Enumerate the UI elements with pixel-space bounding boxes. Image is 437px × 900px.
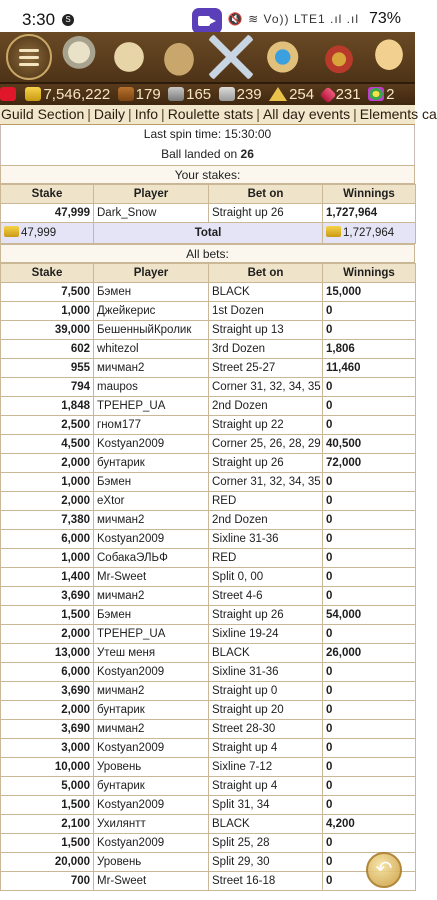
- last-spin-time: Last spin time: 15:30:00: [0, 125, 415, 145]
- bet-on: Corner 31, 32, 34, 35: [209, 378, 323, 397]
- bet-player: Kostyan2009: [94, 739, 209, 758]
- bet-stake: 20,000: [1, 853, 94, 872]
- gold-icon: [25, 87, 41, 101]
- bet-winnings: 0: [323, 720, 416, 739]
- table-row: [1, 511, 416, 530]
- status-time: 3:30: [22, 10, 56, 29]
- bet-player: мичман2: [94, 587, 209, 606]
- resource-stone: 165: [168, 84, 211, 106]
- col-player: Player: [94, 264, 209, 283]
- link-elements[interactable]: Elements ca: [359, 106, 437, 122]
- bet-winnings: 0: [323, 872, 416, 891]
- bet-winnings: 0: [323, 416, 416, 435]
- pyramid-icon: [269, 87, 287, 101]
- flower-icon: [368, 87, 384, 101]
- bet-player: бунтарик: [94, 454, 209, 473]
- bet-stake: 794: [1, 378, 94, 397]
- bet-player: мичман2: [94, 359, 209, 378]
- bet-winnings: 72,000: [323, 454, 416, 473]
- link-info[interactable]: Info: [134, 106, 159, 122]
- bet-stake: 10,000: [1, 758, 94, 777]
- col-stake: Stake: [1, 185, 94, 204]
- table-row: [1, 625, 416, 644]
- table-row: [1, 815, 416, 834]
- bet-winnings: 26,000: [323, 644, 416, 663]
- bet-winnings: 0: [323, 853, 416, 872]
- bet-on: 2nd Dozen: [209, 511, 323, 530]
- bet-stake: 2,100: [1, 815, 94, 834]
- merchant-icon[interactable]: [262, 34, 308, 80]
- bet-on: Split 29, 30: [209, 853, 323, 872]
- notification-icon: S: [62, 14, 74, 26]
- bet-player: eXtor: [94, 492, 209, 511]
- bet-stake: 1,500: [1, 834, 94, 853]
- bet-on: Corner 31, 32, 34, 35: [209, 473, 323, 492]
- bet-player: бунтарик: [94, 777, 209, 796]
- bet-on: 2nd Dozen: [209, 397, 323, 416]
- bet-winnings: 0: [323, 834, 416, 853]
- bet-on: Split 31, 34: [209, 796, 323, 815]
- bet-winnings: 54,000: [323, 606, 416, 625]
- col-winnings: Winnings: [323, 264, 416, 283]
- table-row: [1, 435, 416, 454]
- all-bets-table: [0, 263, 416, 891]
- table-row: [1, 416, 416, 435]
- table-row: [1, 568, 416, 587]
- bet-winnings: 0: [323, 682, 416, 701]
- bet-on: Street 4-6: [209, 587, 323, 606]
- link-all-day-events[interactable]: All day events: [262, 106, 351, 122]
- bet-stake: 1,000: [1, 302, 94, 321]
- table-row: [1, 587, 416, 606]
- all-bets-title: All bets:: [0, 244, 415, 263]
- bet-on: BLACK: [209, 815, 323, 834]
- heart-icon: [0, 87, 16, 101]
- col-winnings: Winnings: [323, 185, 416, 204]
- bet-stake: 955: [1, 359, 94, 378]
- col-bet-on: Bet on: [209, 264, 323, 283]
- table-row: [1, 701, 416, 720]
- bet-on: Straight up 0: [209, 682, 323, 701]
- bet-on: Sixline 31-36: [209, 663, 323, 682]
- bet-on: Straight up 20: [209, 701, 323, 720]
- col-stake: Stake: [1, 264, 94, 283]
- table-row: [1, 321, 416, 340]
- resource-iron: 239: [219, 84, 262, 106]
- bet-on: 1st Dozen: [209, 302, 323, 321]
- table-row: [1, 758, 416, 777]
- bet-winnings: 4,200: [323, 815, 416, 834]
- roulette-results: [0, 125, 415, 891]
- bet-player: мичман2: [94, 511, 209, 530]
- video-call-icon[interactable]: [192, 8, 222, 34]
- table-row: [1, 606, 416, 625]
- link-daily[interactable]: Daily: [93, 106, 126, 122]
- bet-winnings: 0: [323, 397, 416, 416]
- table-row: [1, 682, 416, 701]
- bet-winnings: 0: [323, 701, 416, 720]
- table-row: [1, 378, 416, 397]
- bet-stake: 3,690: [1, 587, 94, 606]
- bet-on: Split 0, 00: [209, 568, 323, 587]
- bet-on: Straight up 4: [209, 739, 323, 758]
- bet-stake: 1,000: [1, 473, 94, 492]
- bet-on: RED: [209, 492, 323, 511]
- bet-stake: 4,500: [1, 435, 94, 454]
- bet-player: БешенныйКролик: [94, 321, 209, 340]
- bet-stake: 2,000: [1, 492, 94, 511]
- bet-stake: 7,380: [1, 511, 94, 530]
- bet-winnings: 0: [323, 511, 416, 530]
- resource-pyramid: 254: [269, 84, 314, 106]
- bet-stake: 3,690: [1, 720, 94, 739]
- table-row: [1, 872, 416, 891]
- bet-stake: 2,000: [1, 701, 94, 720]
- link-roulette-stats[interactable]: Roulette stats: [167, 106, 254, 122]
- bet-winnings: 0: [323, 777, 416, 796]
- bet-player: Kostyan2009: [94, 435, 209, 454]
- gem-icon: [319, 87, 336, 104]
- bet-on: Sixline 31-36: [209, 530, 323, 549]
- ball-result: Ball landed on 26: [0, 145, 415, 165]
- bet-winnings: 0: [323, 492, 416, 511]
- table-row: [1, 853, 416, 872]
- bet-on: Straight up 4: [209, 777, 323, 796]
- back-button[interactable]: ↶: [366, 852, 402, 888]
- link-guild-section[interactable]: Guild Section: [1, 106, 85, 122]
- bet-player: ТРЕНЕР_UA: [94, 397, 209, 416]
- bet-player: Бэмен: [94, 473, 209, 492]
- table-row: [1, 796, 416, 815]
- wood-icon: [118, 87, 134, 101]
- total-winnings: 1,727,964: [323, 223, 416, 244]
- table-row: [1, 777, 416, 796]
- ball-number: 26: [240, 147, 254, 161]
- battery-level: 73%: [368, 10, 401, 27]
- bet-winnings: 0: [323, 302, 416, 321]
- table-row: [1, 397, 416, 416]
- table-row: [1, 492, 416, 511]
- bet-stake: 3,690: [1, 682, 94, 701]
- bet-winnings: 15,000: [323, 283, 416, 302]
- bet-stake: 7,500: [1, 283, 94, 302]
- bet-winnings: 1,806: [323, 340, 416, 359]
- bet-stake: 1,400: [1, 568, 94, 587]
- bet-stake: 39,000: [1, 321, 94, 340]
- bet-player: Джейкерис: [94, 302, 209, 321]
- section-links: Guild Section | Daily | Info | Roulette stats | All day events | Elements ca: [0, 105, 415, 125]
- bet-stake: 1,500: [1, 606, 94, 625]
- game-nav-bar: [0, 32, 415, 84]
- bet-on: Street 25-27: [209, 359, 323, 378]
- bet-winnings: 0: [323, 568, 416, 587]
- col-player: Player: [94, 185, 209, 204]
- resource-gem: 231: [322, 84, 361, 106]
- bet-winnings: 0: [323, 378, 416, 397]
- bet-winnings: 11,460: [323, 359, 416, 378]
- bet-player: Kostyan2009: [94, 796, 209, 815]
- gold-icon: [326, 226, 341, 237]
- bet-on: RED: [209, 549, 323, 568]
- bet-on: BLACK: [209, 644, 323, 663]
- table-row: [1, 549, 416, 568]
- bet-player: Kostyan2009: [94, 530, 209, 549]
- roulette-icon[interactable]: [316, 34, 362, 80]
- bet-stake: 1,000: [1, 549, 94, 568]
- bet-on: Straight up 26: [209, 454, 323, 473]
- bet-on: Sixline 19-24: [209, 625, 323, 644]
- total-stake: 47,999: [1, 223, 94, 244]
- table-row: [1, 720, 416, 739]
- bet-on: Street 16-18: [209, 872, 323, 891]
- bet-player: Уровень: [94, 853, 209, 872]
- bet-player: СобакаЭЛЬФ: [94, 549, 209, 568]
- resource-wood: 179: [118, 84, 161, 106]
- bet-on: Sixline 7-12: [209, 758, 323, 777]
- gold-icon: [4, 226, 19, 237]
- bet-winnings: 0: [323, 758, 416, 777]
- bet-winnings: 0: [323, 473, 416, 492]
- bet-player: Утеш меня: [94, 644, 209, 663]
- bet-player: whitezol: [94, 340, 209, 359]
- bag-icon[interactable]: [156, 34, 202, 80]
- bet-on: Straight up 13: [209, 321, 323, 340]
- bet-player: maupos: [94, 378, 209, 397]
- signal-icons: 🔇 ≋ Vo)) LTE1 .ıl .ıl: [227, 12, 359, 26]
- bet-stake: 2,000: [1, 625, 94, 644]
- table-row: 47,999 Dark_Snow Straight up 26 1,727,964: [1, 204, 416, 223]
- bet-player: Бэмен: [94, 606, 209, 625]
- bet-on: Corner 25, 26, 28, 29: [209, 435, 323, 454]
- bet-stake: 6,000: [1, 530, 94, 549]
- stone-icon: [168, 87, 184, 101]
- resource-flower: 2: [368, 84, 394, 106]
- bet-player: Ухилянтт: [94, 815, 209, 834]
- table-row: [1, 340, 416, 359]
- bet-winnings: 0: [323, 587, 416, 606]
- bet-player: мичман2: [94, 720, 209, 739]
- bet-player: Mr-Sweet: [94, 568, 209, 587]
- bet-stake: 602: [1, 340, 94, 359]
- bet-on: BLACK: [209, 283, 323, 302]
- bet-player: Mr-Sweet: [94, 872, 209, 891]
- col-bet-on: Bet on: [209, 185, 323, 204]
- bet-player: Бэмен: [94, 283, 209, 302]
- bet-on: Straight up 22: [209, 416, 323, 435]
- bet-winnings: 40,500: [323, 435, 416, 454]
- bet-on: Split 25, 28: [209, 834, 323, 853]
- table-row: [1, 302, 416, 321]
- bet-player: гном177: [94, 416, 209, 435]
- your-stakes-title: Your stakes:: [0, 165, 415, 184]
- bet-winnings: 0: [323, 663, 416, 682]
- bet-winnings: 0: [323, 796, 416, 815]
- bet-player: Kostyan2009: [94, 834, 209, 853]
- table-row: [1, 530, 416, 549]
- total-label: Total: [94, 223, 323, 244]
- bet-stake: 3,000: [1, 739, 94, 758]
- table-row: [1, 663, 416, 682]
- table-row: [1, 739, 416, 758]
- menu-icon[interactable]: [6, 34, 52, 80]
- table-row: [1, 454, 416, 473]
- bet-stake: 13,000: [1, 644, 94, 663]
- bet-player: бунтарик: [94, 701, 209, 720]
- bet-player: Kostyan2009: [94, 663, 209, 682]
- bet-stake: 1,500: [1, 796, 94, 815]
- bet-on: 3rd Dozen: [209, 340, 323, 359]
- table-row: [1, 359, 416, 378]
- table-row: [1, 644, 416, 663]
- bet-stake: 6,000: [1, 663, 94, 682]
- resource-bar: [0, 84, 415, 106]
- bet-winnings: 0: [323, 321, 416, 340]
- chat-icon[interactable]: [366, 34, 412, 80]
- bet-stake: 2,000: [1, 454, 94, 473]
- bet-stake: 700: [1, 872, 94, 891]
- resource-gold: 7,546,222: [25, 84, 110, 106]
- bet-winnings: 0: [323, 549, 416, 568]
- table-row: [1, 834, 416, 853]
- bet-stake: 2,500: [1, 416, 94, 435]
- map-icon[interactable]: [106, 34, 152, 80]
- table-row: [1, 283, 416, 302]
- bet-winnings: 0: [323, 530, 416, 549]
- helmet-icon[interactable]: [56, 34, 102, 80]
- bet-player: мичман2: [94, 682, 209, 701]
- bet-player: Уровень: [94, 758, 209, 777]
- bet-winnings: 0: [323, 625, 416, 644]
- bet-stake: 1,848: [1, 397, 94, 416]
- bet-winnings: 0: [323, 739, 416, 758]
- bet-stake: 5,000: [1, 777, 94, 796]
- iron-icon: [219, 87, 235, 101]
- bet-on: Straight up 26: [209, 606, 323, 625]
- your-stakes-table: [0, 184, 416, 244]
- table-row: [1, 473, 416, 492]
- resource-health: [0, 84, 18, 106]
- bet-player: ТРЕНЕР_UA: [94, 625, 209, 644]
- crossed-swords-icon[interactable]: [208, 34, 254, 80]
- bet-on: Street 28-30: [209, 720, 323, 739]
- total-row: [1, 223, 416, 244]
